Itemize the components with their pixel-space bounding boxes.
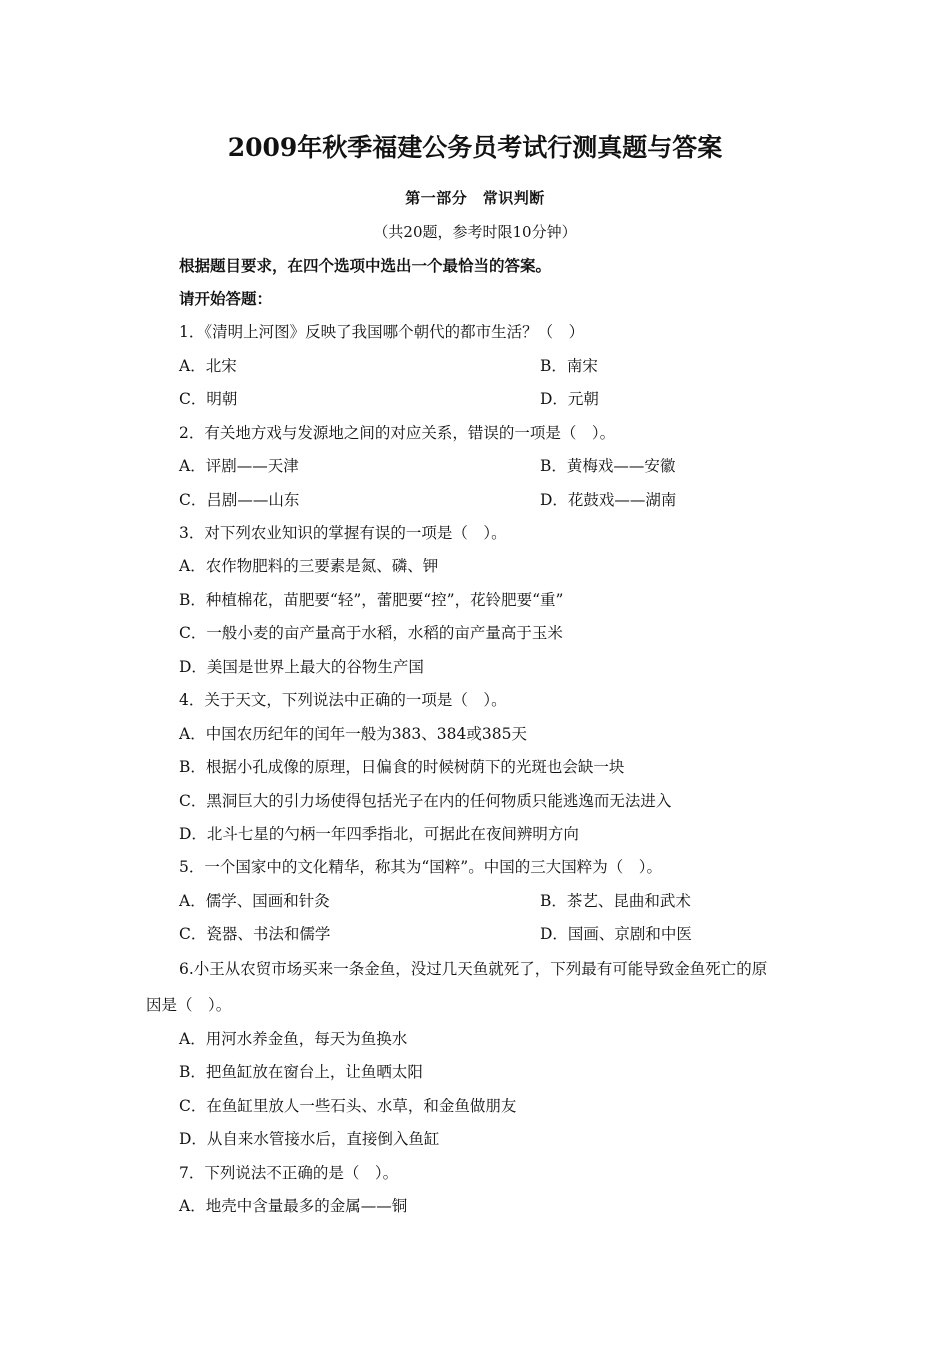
question-2-option-a: A．评剧——天津 (179, 457, 299, 475)
question-2-option-c: C．吕剧——山东 (179, 491, 300, 509)
question-6-option-d: D．从自来水管接水后，直接倒入鱼缸 (179, 1130, 440, 1148)
question-6-option-a: A．用河水养金鱼，每天为鱼换水 (179, 1030, 408, 1048)
question-3-option-c: C．一般小麦的亩产量高于水稻，水稻的亩产量高于玉米 (179, 624, 563, 642)
question-7-stem: 7．下列说法不正确的是（ ）。 (179, 1164, 399, 1182)
question-6-option-c: C．在鱼缸里放人一些石头、水草，和金鱼做朋友 (179, 1097, 517, 1115)
question-2-option-d: D．花鼓戏——湖南 (540, 491, 677, 509)
question-3-stem: 3．对下列农业知识的掌握有误的一项是（ ）。 (179, 524, 507, 542)
question-1-stem: 1．《清明上河图》反映了我国哪个朝代的都市生活？（ ） (179, 323, 585, 341)
instruction-start: 请开始答题： (179, 289, 273, 308)
question-3-option-a: A．农作物肥料的三要素是氮、磷、钾 (179, 557, 439, 575)
section-heading: 第一部分 常识判断 (405, 189, 545, 207)
question-5-option-a: A．儒学、国画和针灸 (179, 892, 330, 910)
question-2-stem: 2．有关地方戏与发源地之间的对应关系，错误的一项是（ ）。 (179, 424, 616, 442)
question-2-option-b: B．黄梅戏——安徽 (540, 457, 676, 475)
document-title: 2009年秋季福建公务员考试行测真题与答案 (227, 133, 723, 162)
question-5-option-b: B．茶艺、昆曲和武术 (540, 892, 691, 910)
question-5-option-d: D．国画、京剧和中医 (540, 925, 692, 943)
question-6-option-b: B．把鱼缸放在窗台上，让鱼晒太阳 (179, 1063, 423, 1081)
question-3-option-b: B．种植棉花，苗肥要“轻”，蕾肥要“控”，花铃肥要“重” (179, 591, 564, 609)
question-4-option-c: C．黑洞巨大的引力场使得包括光子在内的任何物质只能逃逸而无法进入 (179, 792, 672, 810)
section-note: （共20题，参考时限10分钟） (373, 223, 577, 241)
question-4-option-d: D．北斗七星的勺柄一年四季指北，可据此在夜间辨明方向 (179, 825, 579, 843)
question-7-option-a: A．地壳中含量最多的金属——铜 (179, 1197, 408, 1215)
question-3-option-d: D．美国是世界上最大的谷物生产国 (179, 658, 424, 676)
question-4-stem: 4．关于天文，下列说法中正确的一项是（ ）。 (179, 691, 507, 709)
question-6-stem-line-2: 因是（ ）。 (146, 996, 232, 1014)
question-5-stem: 5．一个国家中的文化精华，称其为“国粹”。中国的三大国粹为（ ）。 (179, 858, 662, 876)
question-1-option-a: A．北宋 (179, 357, 237, 375)
question-1-option-b: B．南宋 (540, 357, 598, 375)
question-5-option-c: C．瓷器、书法和儒学 (179, 925, 331, 943)
question-6-stem-line-1: 6.小王从农贸市场买来一条金鱼，没过几天鱼就死了，下列最有可能导致金鱼死亡的原 (179, 960, 768, 978)
question-4-option-a: A．中国农历纪年的闰年一般为383、384或385天 (179, 725, 527, 743)
instruction-requirement: 根据题目要求，在四个选项中选出一个最恰当的答案。 (179, 256, 552, 275)
question-1-option-c: C．明朝 (179, 390, 238, 408)
question-4-option-b: B．根据小孔成像的原理，日偏食的时候树荫下的光斑也会缺一块 (179, 758, 625, 776)
question-1-option-d: D．元朝 (540, 390, 599, 408)
